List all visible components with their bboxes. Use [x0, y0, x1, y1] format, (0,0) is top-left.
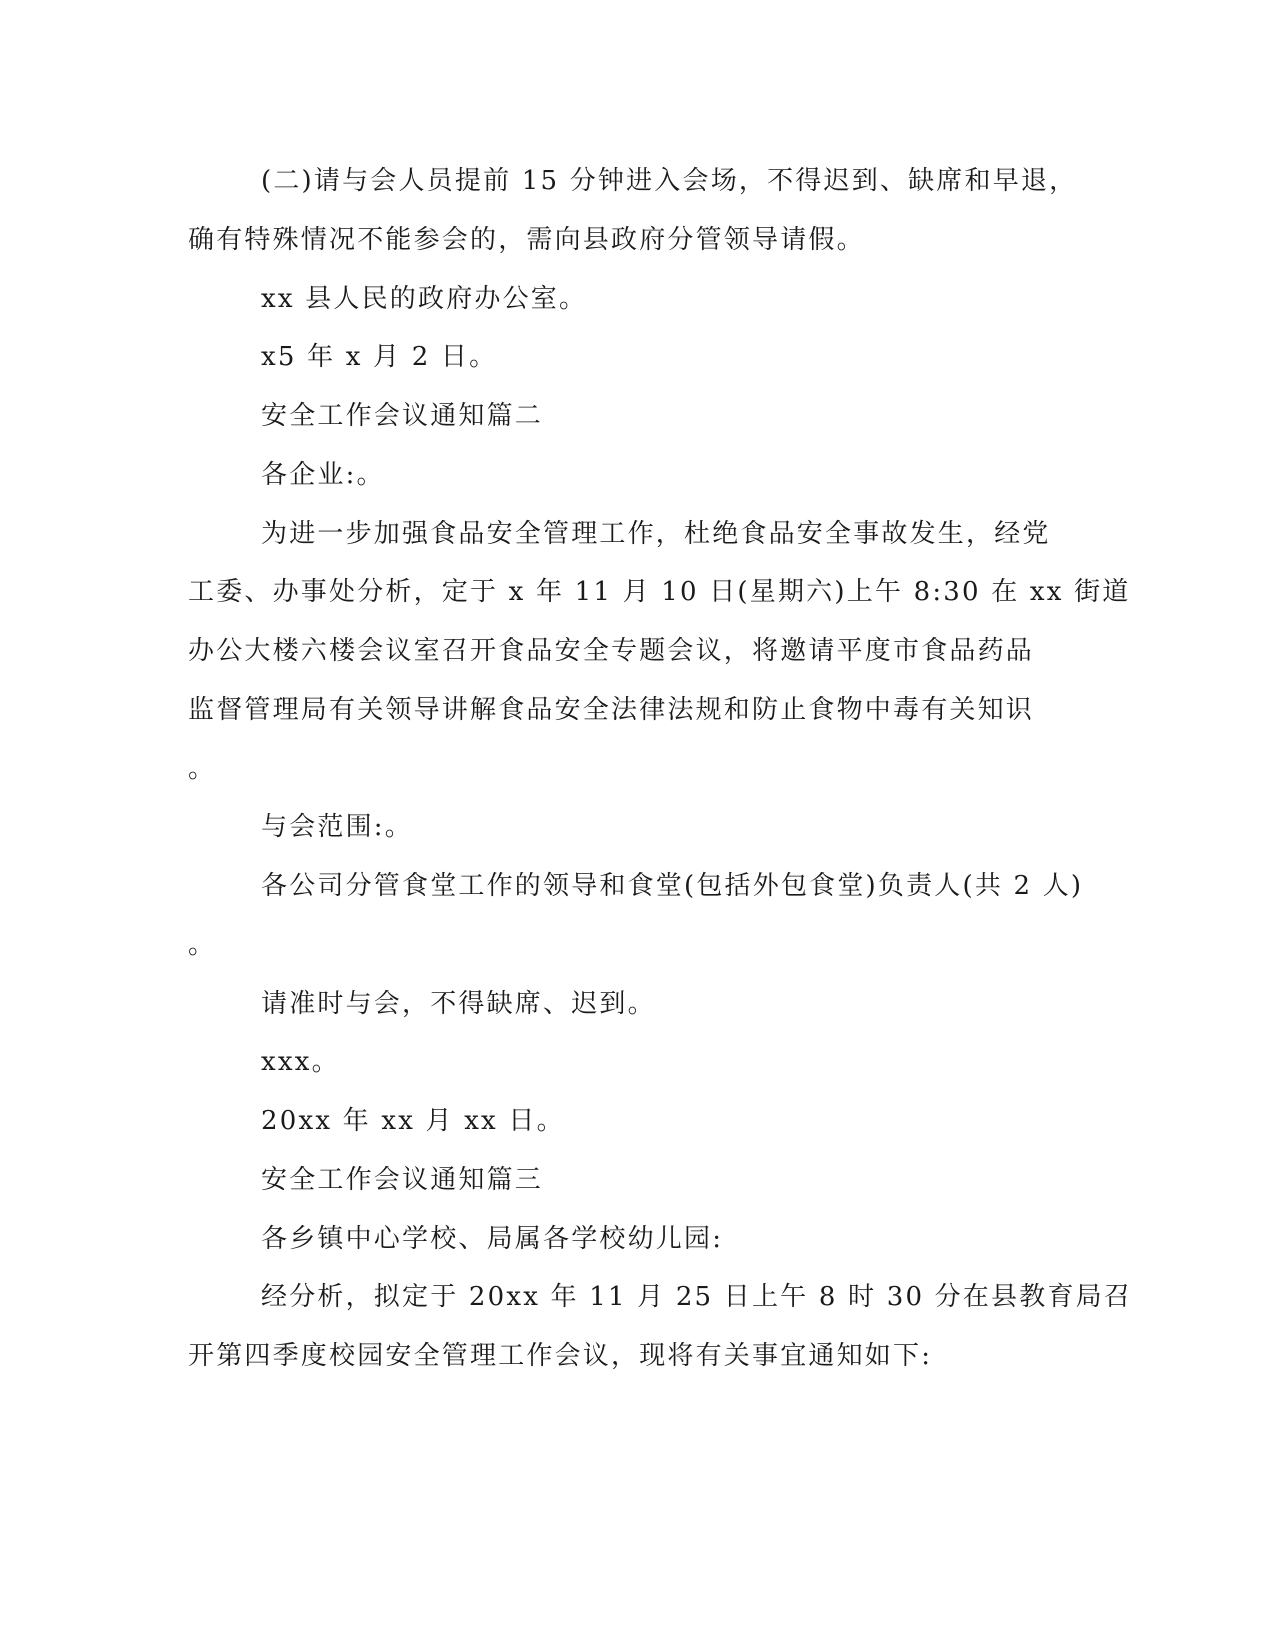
paragraph-line: 工委、办事处分析，定于 x 年 11 月 10 日(星期六)上午 8:30 在 xx 街道 [188, 577, 1131, 607]
section-heading: 安全工作会议通知篇二 [261, 401, 544, 431]
paragraph-line: 为进一步加强食品安全管理工作，杜绝食品安全事故发生，经党 [261, 519, 1051, 549]
paragraph-line: 办公大楼六楼会议室召开食品安全专题会议，将邀请平度市食品药品 [188, 636, 1035, 666]
signature-office: xx 县人民的政府办公室。 [261, 284, 588, 314]
signature-date: x5 年 x 月 2 日。 [261, 342, 498, 372]
paragraph-line: 与会范围:。 [261, 812, 413, 842]
paragraph-line: 确有特殊情况不能参会的，需向县政府分管领导请假。 [188, 225, 865, 255]
paragraph-line: (二)请与会人员提前 15 分钟进入会场，不得迟到、缺席和早退， [261, 166, 1078, 196]
paragraph-line: 监督管理局有关领导讲解食品安全法律法规和防止食物中毒有关知识 [188, 695, 1035, 725]
paragraph-line: 。 [188, 930, 217, 960]
paragraph-line: 各公司分管食堂工作的领导和食堂(包括外包食堂)负责人(共 2 人) [261, 871, 1084, 901]
addressee: 各企业:。 [261, 460, 385, 490]
paragraph-line: 。 [188, 754, 217, 784]
section-heading: 安全工作会议通知篇三 [261, 1165, 544, 1195]
signature-name: xxx。 [261, 1047, 340, 1077]
paragraph-line: 开第四季度校园安全管理工作会议，现将有关事宜通知如下: [188, 1341, 933, 1371]
paragraph-line: 请准时与会，不得缺席、迟到。 [261, 989, 656, 1019]
addressee: 各乡镇中心学校、局属各学校幼儿园: [261, 1224, 724, 1254]
signature-date: 20xx 年 xx 月 xx 日。 [261, 1106, 565, 1136]
paragraph-line: 经分析，拟定于 20xx 年 11 月 25 日上午 8 时 30 分在县教育局召 [261, 1282, 1133, 1312]
